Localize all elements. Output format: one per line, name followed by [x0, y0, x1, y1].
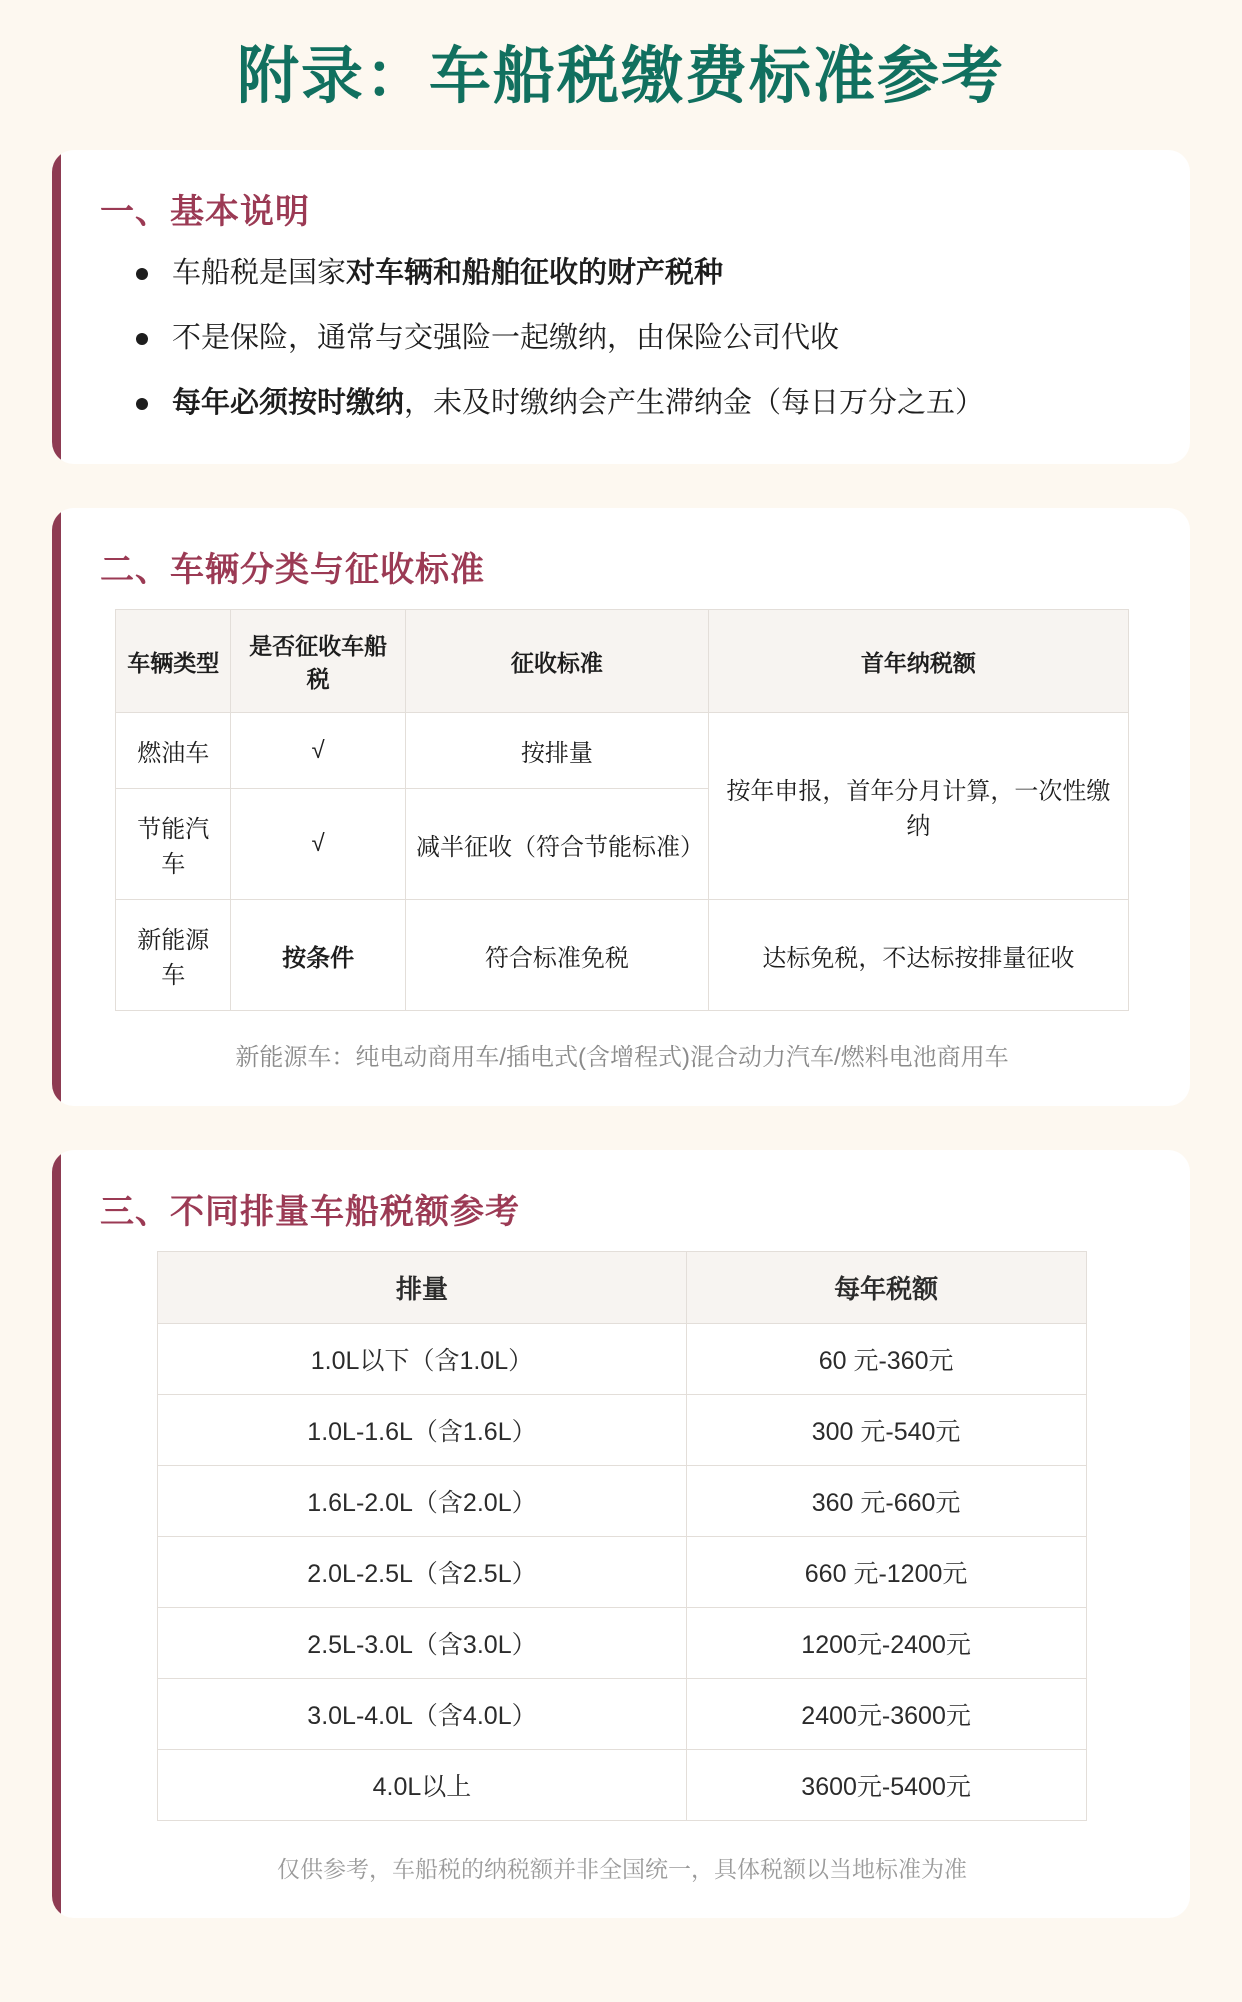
cell-annual-tax: 360 元-660元: [686, 1466, 1086, 1537]
column-header-levy: 是否征收车船税: [231, 610, 406, 713]
accent-bar: [52, 1150, 61, 1918]
cell-vehicle-type: 燃油车: [116, 713, 231, 789]
cell-displacement: 1.6L-2.0L（含2.0L）: [158, 1466, 686, 1537]
table-row: [158, 1395, 1086, 1466]
bullet-dot-icon: [136, 268, 148, 280]
cell-annual-tax: 300 元-540元: [686, 1395, 1086, 1466]
bullet-text-tail: ，未及时缴纳会产生滞纳金（每日万分之五）: [404, 387, 985, 420]
cell-displacement: 2.5L-3.0L（含3.0L）: [158, 1608, 686, 1679]
displacement-tax-table: [157, 1251, 1086, 1821]
cell-annual-tax: 60 元-360元: [686, 1324, 1086, 1395]
column-header-displacement: 排量: [158, 1252, 686, 1324]
cell-standard: 符合标准免税: [405, 900, 708, 1011]
table-header-row: [158, 1252, 1086, 1324]
cell-displacement: 2.0L-2.5L（含2.5L）: [158, 1537, 686, 1608]
list-item: [128, 316, 1150, 361]
cell-annual-tax: 1200元-2400元: [686, 1608, 1086, 1679]
cell-first-year: 达标免税，不达标按排量征收: [708, 900, 1128, 1011]
cell-displacement: 1.0L-1.6L（含1.6L）: [158, 1395, 686, 1466]
section-3-heading: 三、不同排量车船税额参考: [100, 1193, 520, 1232]
table-row: [158, 1324, 1086, 1395]
bullet-dot-icon: [136, 398, 148, 410]
column-header-annual-tax: 每年税额: [686, 1252, 1086, 1324]
bullet-text-plain: 车船税是国家: [172, 257, 347, 290]
table-row: [158, 1679, 1086, 1750]
cell-standard: 减半征收（符合节能标准）: [405, 789, 708, 900]
bullet-text-bold: 每年必须按时缴纳: [172, 387, 405, 420]
cell-first-year-merged: 按年申报，首年分月计算，一次性缴纳: [708, 713, 1128, 900]
cell-displacement: 4.0L以上: [158, 1750, 686, 1821]
cell-displacement: 1.0L以下（含1.0L）: [158, 1324, 686, 1395]
table-header-row: [116, 610, 1129, 713]
section-vehicle-classification: [52, 508, 1190, 1106]
table-row: [158, 1537, 1086, 1608]
table-row: [116, 713, 1129, 789]
list-item: [128, 251, 1150, 296]
cell-levy: √: [231, 713, 406, 789]
bullet-text-bold: 对车辆和船舶征收的财产税种: [346, 257, 724, 290]
cell-levy: 按条件: [231, 900, 406, 1011]
column-header-first-year: 首年纳税额: [708, 610, 1128, 713]
page-title: 附录：车船税缴费标准参考: [236, 42, 1005, 111]
table-row: [116, 900, 1129, 1011]
cell-annual-tax: 2400元-3600元: [686, 1679, 1086, 1750]
cell-standard: 按排量: [405, 713, 708, 789]
cell-annual-tax: 660 元-1200元: [686, 1537, 1086, 1608]
new-energy-note: 新能源车：纯电动商用车/插电式(含增程式)混合动力汽车/燃料电池商用车: [235, 1044, 1009, 1072]
cell-displacement: 3.0L-4.0L（含4.0L）: [158, 1679, 686, 1750]
cell-levy: √: [231, 789, 406, 900]
section-2-heading: 二、车辆分类与征收标准: [100, 551, 485, 590]
cell-vehicle-type: 新能源车: [116, 900, 231, 1011]
displacement-note: 仅供参考，车船税的纳税额并非全国统一，具体税额以当地标准为准: [277, 1856, 967, 1883]
section-1-heading: 一、基本说明: [100, 193, 310, 232]
section-displacement-tax: [52, 1150, 1190, 1918]
table-row: [158, 1608, 1086, 1679]
table-row: [158, 1750, 1086, 1821]
cell-vehicle-type: 节能汽车: [116, 789, 231, 900]
vehicle-classification-table: [115, 609, 1129, 1011]
column-header-vehicle-type: 车辆类型: [116, 610, 231, 713]
bullet-text-plain: 不是保险，通常与交强险一起缴纳，由保险公司代收: [172, 322, 840, 355]
column-header-standard: 征收标准: [405, 610, 708, 713]
cell-annual-tax: 3600元-5400元: [686, 1750, 1086, 1821]
basic-info-list: [94, 251, 1150, 426]
section-basic-info: [52, 150, 1190, 464]
accent-bar: [52, 508, 61, 1106]
bullet-dot-icon: [136, 333, 148, 345]
list-item: [128, 381, 1150, 426]
accent-bar: [52, 150, 61, 464]
table-row: [158, 1466, 1086, 1537]
